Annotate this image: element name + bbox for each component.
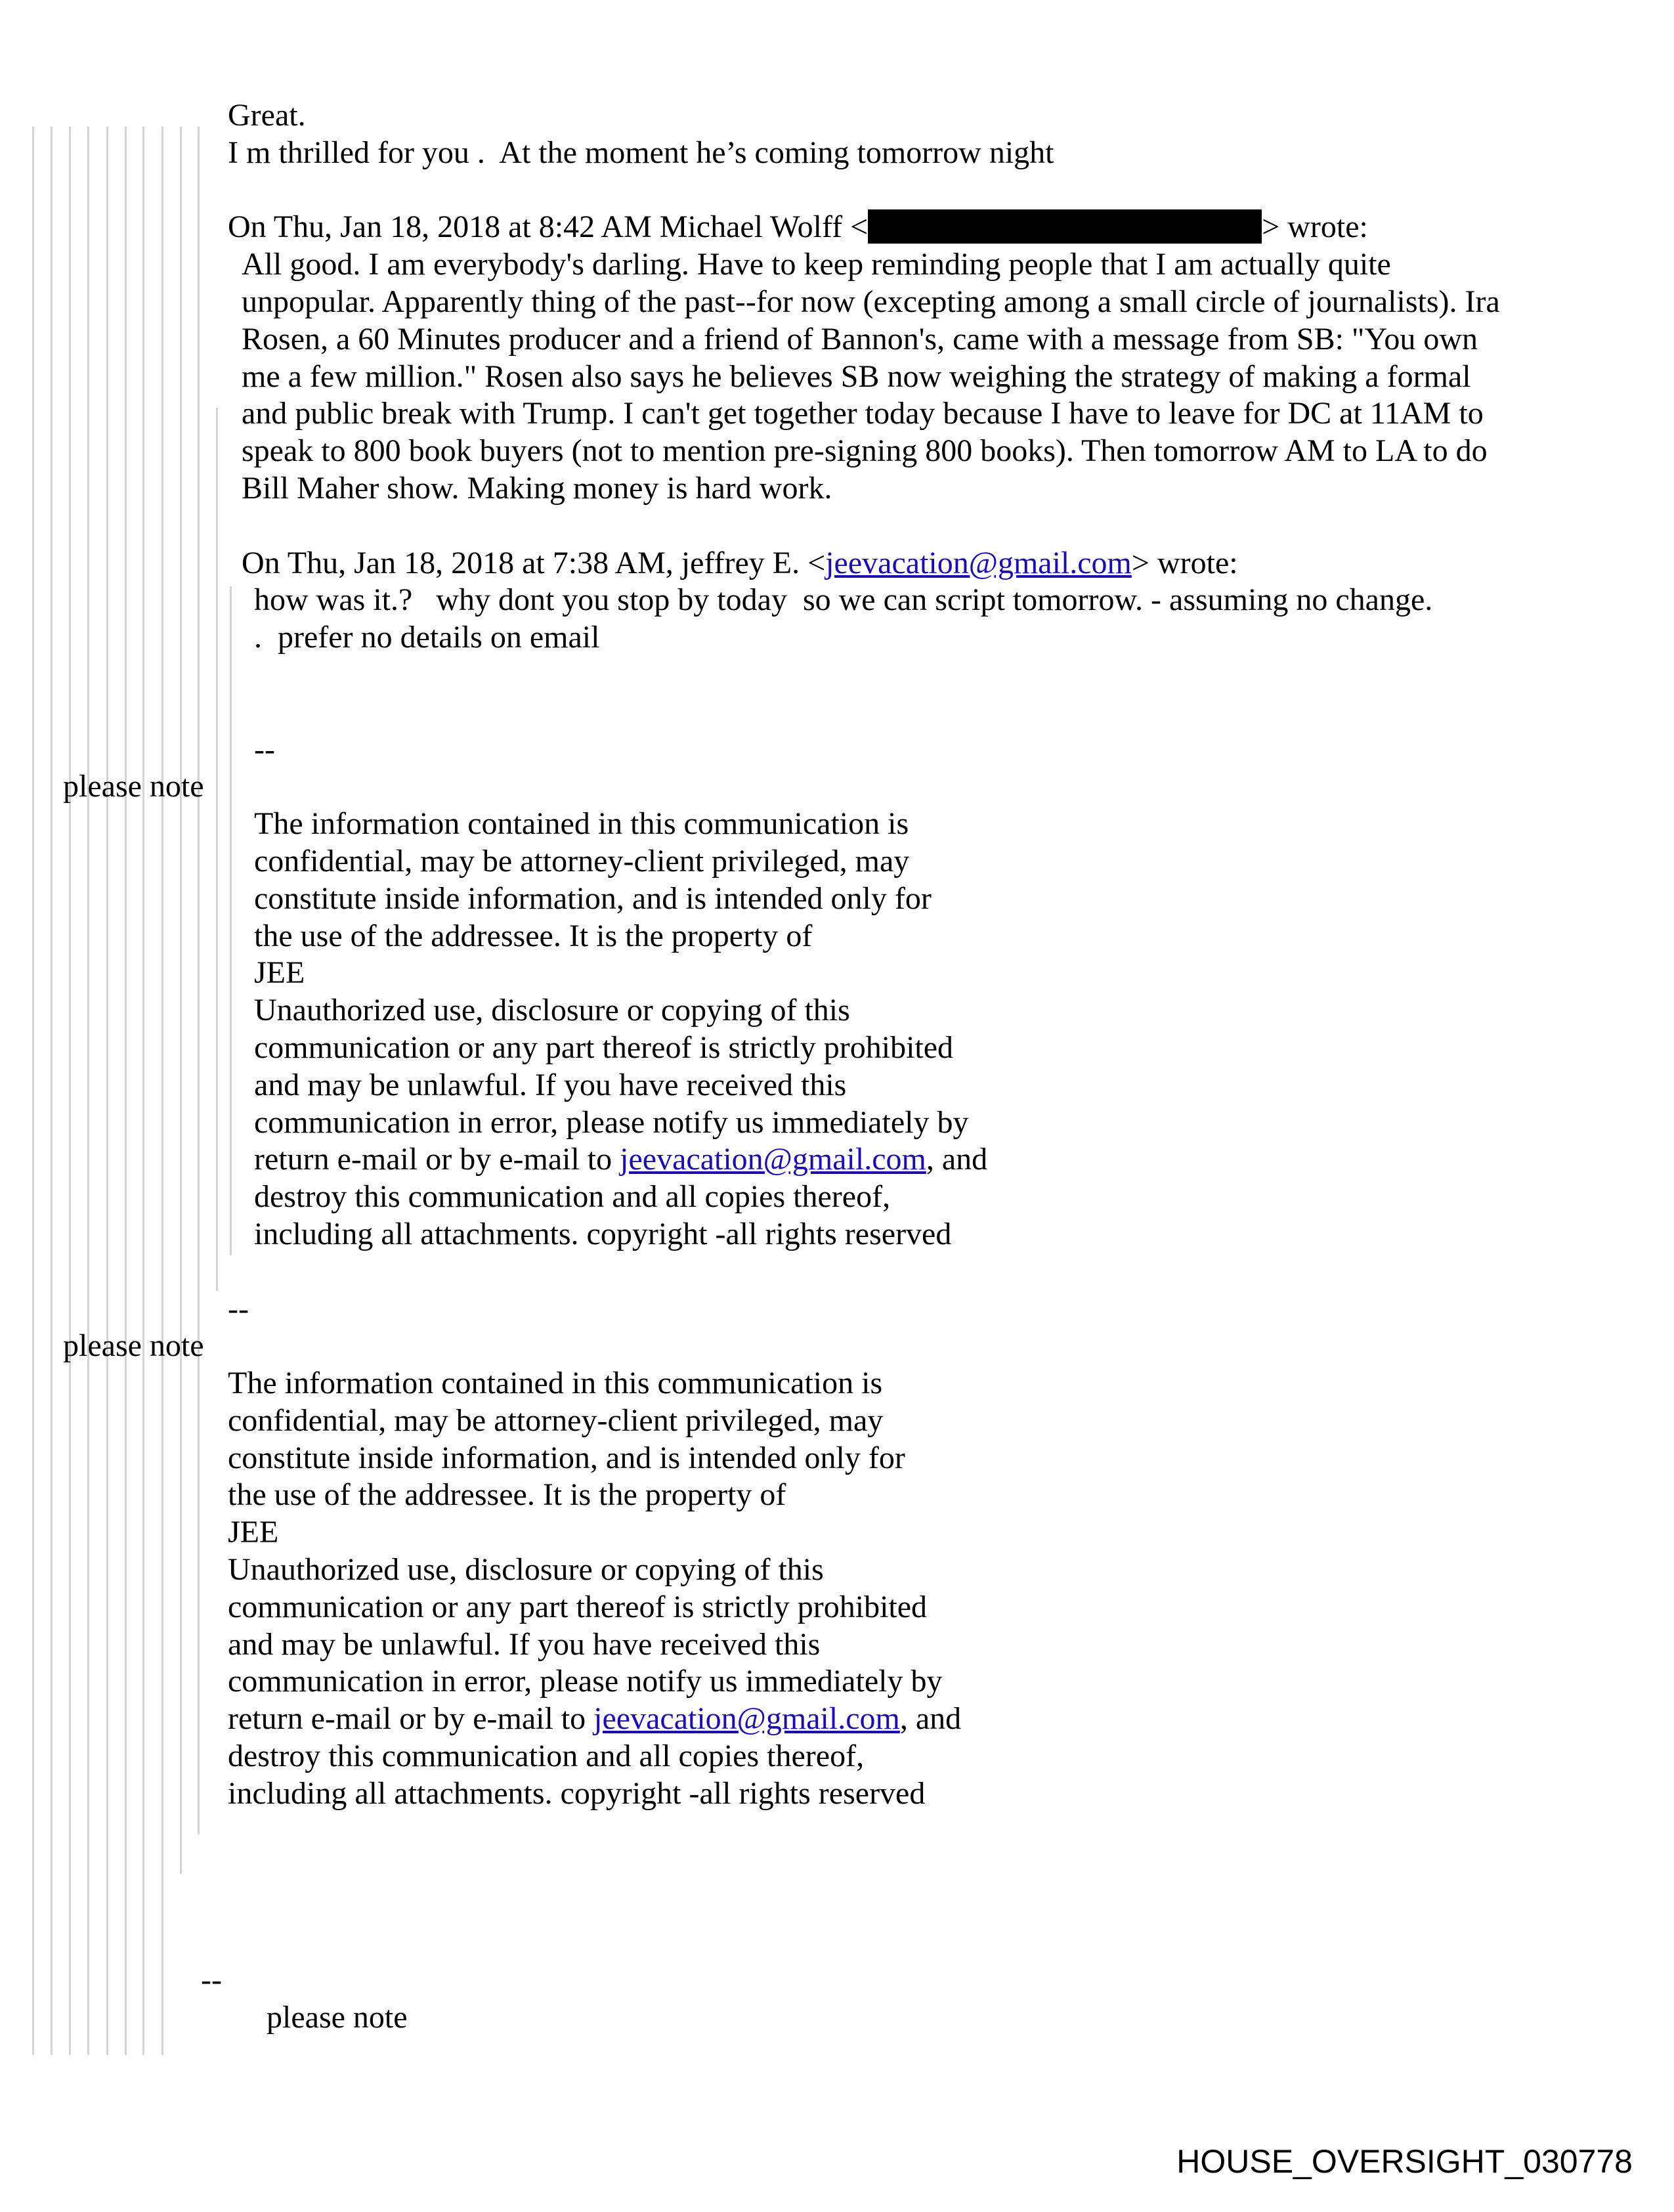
- signature-line: communication or any part thereof is strictly prohibited: [254, 1030, 954, 1065]
- wolff-body-line: speak to 800 book buyers (not to mention pre-signing 800 books). Then tomorrow AM to LA to do: [242, 433, 1488, 469]
- signature-line: constitute inside information, and is intended only for: [228, 1440, 905, 1475]
- signature-text: , and: [899, 1701, 962, 1737]
- header-text: On Thu, Jan 18, 2018 at 7:38 AM, jeffrey E. <: [242, 545, 826, 580]
- wolff-body-line: unpopular. Apparently thing of the past--for now (excepting among a small circle of journalists). Ira: [242, 284, 1500, 319]
- jeffrey-body-line: how was it.? why dont you stop by today so we can script tomorrow. - assuming no change.: [254, 582, 1433, 618]
- signature-dashes: --: [201, 1962, 222, 1997]
- signature-text: , and: [926, 1142, 988, 1177]
- jeffrey-header: [0, 545, 1674, 582]
- signature-line: and may be unlawful. If you have received this: [228, 1626, 821, 1662]
- signature-line: Unauthorized use, disclosure or copying of this: [228, 1552, 824, 1588]
- signature-please-note: please note: [267, 1999, 408, 2035]
- wolff-header: [0, 209, 1674, 246]
- header-text: > wrote:: [1131, 545, 1238, 580]
- email-link[interactable]: jeevacation@gmail.com: [593, 1701, 900, 1737]
- reply-line: I m thrilled for you . At the moment he’s coming tomorrow night: [228, 135, 1054, 170]
- reply-line: Great.: [228, 98, 306, 133]
- signature-line: including all attachments. copyright -all rights reserved: [254, 1216, 952, 1251]
- wolff-body-line: me a few million." Rosen also says he believes SB now weighing the strategy of making a formal: [242, 358, 1471, 394]
- wolff-body-line: All good. I am everybody's darling. Have to keep reminding people that I am actually quite: [242, 247, 1391, 282]
- signature-line: the use of the addressee. It is the property of: [228, 1477, 786, 1513]
- signature-text: return e-mail or by e-mail to: [228, 1701, 594, 1737]
- signature-line: communication in error, please notify us immediately by: [254, 1104, 969, 1140]
- signature-line: communication or any part thereof is strictly prohibited: [228, 1589, 928, 1624]
- signature-line: including all attachments. copyright -all rights reserved: [228, 1775, 926, 1811]
- signature-line: The information contained in this communication is: [228, 1366, 883, 1401]
- jeffrey-body-line: . prefer no details on email: [254, 620, 600, 655]
- wolff-body-line: Rosen, a 60 Minutes producer and a friend of Bannon's, came with a message from SB: "You own: [242, 321, 1478, 357]
- signature-line: The information contained in this communication is: [254, 806, 909, 842]
- signature-line: destroy this communication and all copies thereof,: [228, 1739, 865, 1774]
- signature-line: communication in error, please notify us immediately by: [228, 1664, 943, 1699]
- signature-line: JEE: [254, 955, 305, 991]
- bates-number: HOUSE_OVERSIGHT_030778: [1176, 2143, 1633, 2180]
- wolff-body-line: and public break with Trump. I can't get together today because I have to leave for DC at 11AM to: [242, 396, 1484, 431]
- signature-line: and may be unlawful. If you have received this: [254, 1067, 847, 1102]
- email-link[interactable]: jeevacation@gmail.com: [620, 1142, 926, 1177]
- signature-line: [0, 1701, 1674, 1738]
- signature-line: destroy this communication and all copies thereof,: [254, 1179, 891, 1215]
- header-text: > wrote:: [1262, 209, 1368, 245]
- signature-line: confidential, may be attorney-client privileged, may: [228, 1402, 884, 1438]
- signature-text: return e-mail or by e-mail to: [254, 1142, 620, 1177]
- signature-line: JEE: [228, 1515, 279, 1550]
- signature-line: [0, 1141, 1674, 1179]
- email-link[interactable]: jeevacation@gmail.com: [825, 545, 1132, 580]
- signature-please-note: please note: [63, 1328, 204, 1364]
- redaction-box: [868, 209, 1262, 244]
- signature-dashes: --: [228, 1291, 249, 1326]
- signature-line: confidential, may be attorney-client privileged, may: [254, 843, 910, 878]
- email-thread: [0, 97, 1674, 2036]
- signature-line: Unauthorized use, disclosure or copying of this: [254, 993, 850, 1028]
- signature-line: constitute inside information, and is intended only for: [254, 880, 932, 916]
- header-text: On Thu, Jan 18, 2018 at 8:42 AM Michael Wolff <: [228, 209, 869, 245]
- signature-line: the use of the addressee. It is the property of: [254, 918, 813, 953]
- wolff-body-line: Bill Maher show. Making money is hard work.: [242, 470, 832, 506]
- signature-dashes: --: [254, 731, 275, 767]
- signature-please-note: please note: [63, 769, 204, 804]
